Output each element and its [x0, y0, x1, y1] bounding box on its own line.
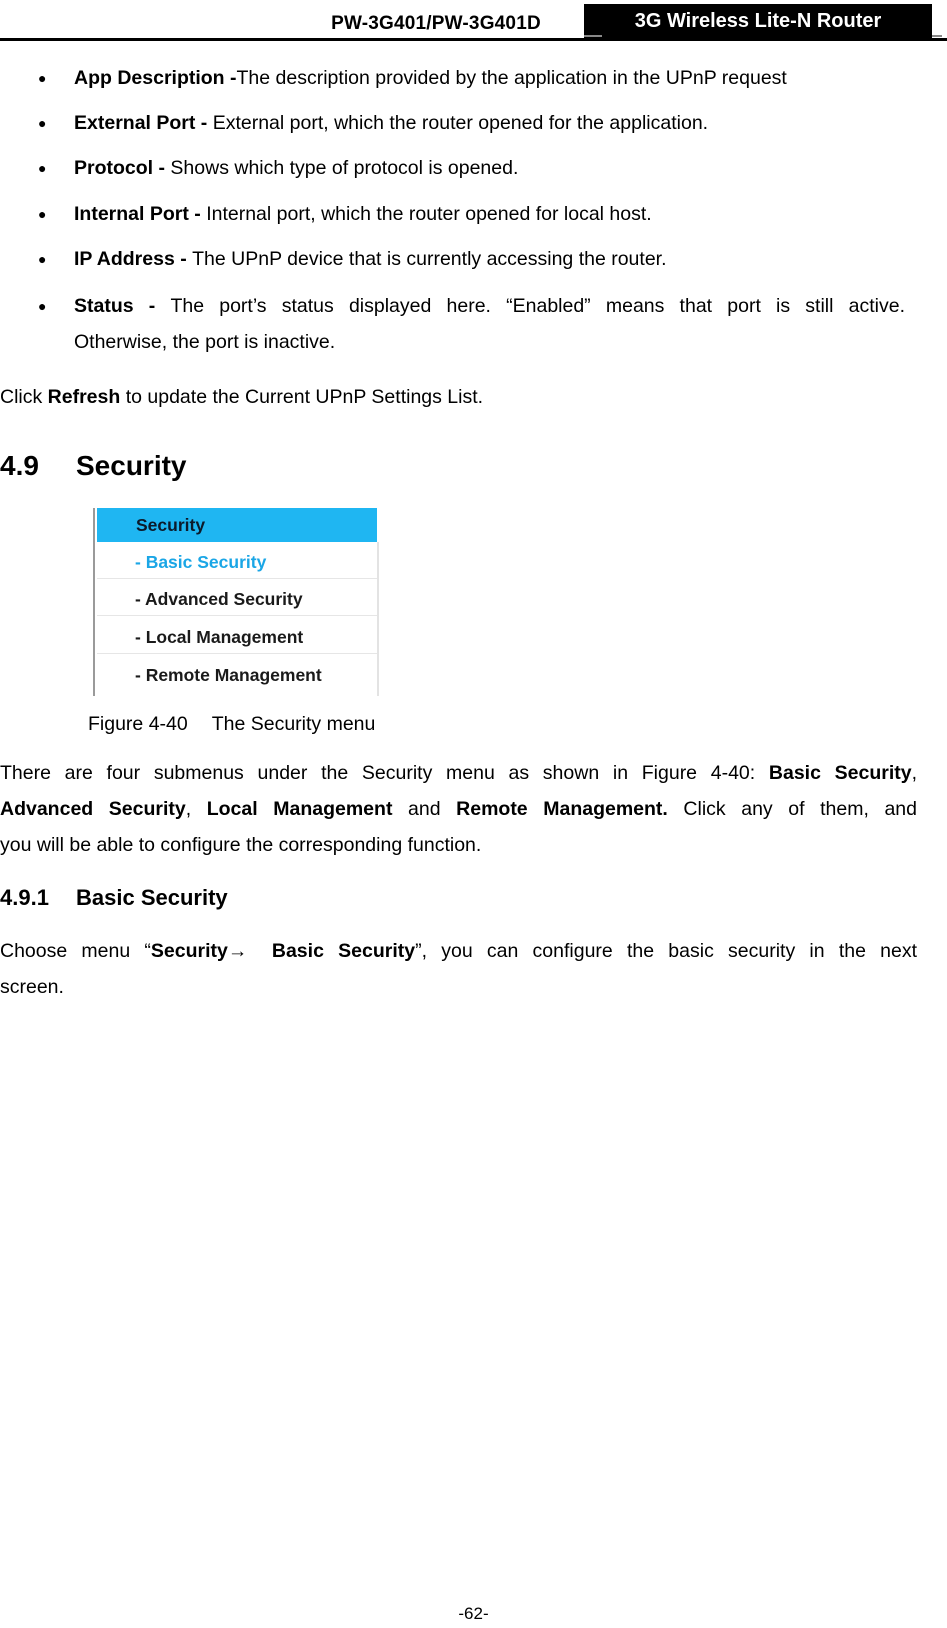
- bullet-icon: ●: [38, 115, 47, 131]
- para-text: Choose menu “: [0, 940, 151, 962]
- para-text: ,: [911, 762, 918, 784]
- intro-paragraph-line-2: [0, 797, 917, 821]
- bullet-icon: ●: [38, 70, 47, 86]
- header-tick-right: [932, 35, 942, 37]
- bullet-text: The UPnP device that is currently accessing the router.: [192, 248, 667, 270]
- refresh-paragraph: [0, 385, 483, 409]
- section-number: 4.9: [0, 450, 39, 481]
- menu-item-advanced-security[interactable]: - Advanced Security: [97, 582, 377, 616]
- bullet-external-port: [74, 111, 708, 135]
- bullet-status: [74, 294, 905, 318]
- term-advanced-security: Advanced Security: [0, 798, 186, 820]
- choose-paragraph-line-1: [0, 939, 917, 963]
- bullet-term: Status -: [74, 295, 171, 317]
- intro-paragraph-line-1: [0, 761, 917, 785]
- para-text: and: [392, 798, 457, 820]
- subsection-number: 4.9.1: [0, 885, 49, 910]
- bullet-text: Internal port, which the router opened for local host.: [206, 203, 652, 225]
- figure-caption-text: The Security menu: [211, 713, 376, 735]
- para-text: There are four submenus under the Security menu as shown in Figure 4-40:: [0, 762, 769, 784]
- bullet-icon: ●: [38, 251, 47, 267]
- bullet-term: Protocol -: [74, 157, 171, 179]
- bullet-text: Shows which type of protocol is opened.: [170, 157, 519, 179]
- para-text: Click any of them, and: [667, 798, 917, 820]
- bullet-text: The port’s status displayed here. “Enabled” means that port is still active.: [170, 295, 905, 317]
- figure-number: Figure 4-40: [88, 713, 188, 735]
- header-product: 3G Wireless Lite-N Router: [584, 4, 932, 38]
- bullet-ip-address: [74, 247, 667, 271]
- page-header: [0, 0, 947, 42]
- para-text: Click: [0, 386, 48, 408]
- section-title: Security: [76, 450, 187, 481]
- term-remote-management: Remote Management.: [456, 798, 668, 820]
- para-text: to update the Current UPnP Settings List.: [120, 386, 484, 408]
- bullet-term: Internal Port -: [74, 203, 207, 225]
- bullet-protocol: [74, 156, 518, 180]
- term-basic-security: Basic Security: [271, 940, 416, 962]
- header-tick-left: [584, 35, 602, 37]
- para-text: ,: [185, 798, 207, 820]
- menu-title-security[interactable]: Security: [97, 508, 377, 542]
- bullet-icon: ●: [38, 298, 47, 314]
- bullet-term: External Port -: [74, 112, 213, 134]
- security-menu-figure: [93, 508, 379, 696]
- bullet-internal-port: [74, 202, 652, 226]
- figure-caption: [88, 712, 375, 736]
- term-local-management: Local Management: [206, 798, 393, 820]
- bullet-icon: ●: [38, 160, 47, 176]
- bullet-icon: ●: [38, 206, 47, 222]
- bullet-text: External port, which the router opened for the application.: [212, 112, 709, 134]
- bullet-app-description: [74, 66, 787, 90]
- intro-paragraph-line-3: you will be able to configure the corresponding function.: [0, 834, 482, 856]
- page-number: -62-: [458, 1604, 489, 1623]
- refresh-term: Refresh: [47, 386, 121, 408]
- bullet-status-continuation: Otherwise, the port is inactive.: [74, 331, 336, 353]
- bullet-term: App Description -: [74, 67, 237, 89]
- choose-paragraph-line-2: screen.: [0, 976, 64, 998]
- header-rule: [0, 38, 947, 41]
- header-model: PW-3G401/PW-3G401D: [331, 13, 541, 34]
- menu-item-remote-management[interactable]: - Remote Management: [135, 665, 322, 685]
- para-text: ”, you can configure the basic security in the next: [415, 940, 918, 962]
- menu-border: [377, 542, 379, 696]
- bullet-term: IP Address -: [74, 248, 193, 270]
- bullet-text: The description provided by the application in the UPnP request: [236, 67, 787, 89]
- menu-item-local-management[interactable]: - Local Management: [97, 620, 377, 654]
- subsection-title: Basic Security: [76, 885, 228, 910]
- term-basic-security: Basic Security: [768, 762, 912, 784]
- section-heading: [0, 450, 187, 482]
- subsection-heading: [0, 885, 228, 911]
- term-security: Security: [150, 940, 228, 962]
- menu-item-basic-security[interactable]: - Basic Security: [97, 545, 377, 579]
- arrow-right-icon: →: [227, 940, 248, 962]
